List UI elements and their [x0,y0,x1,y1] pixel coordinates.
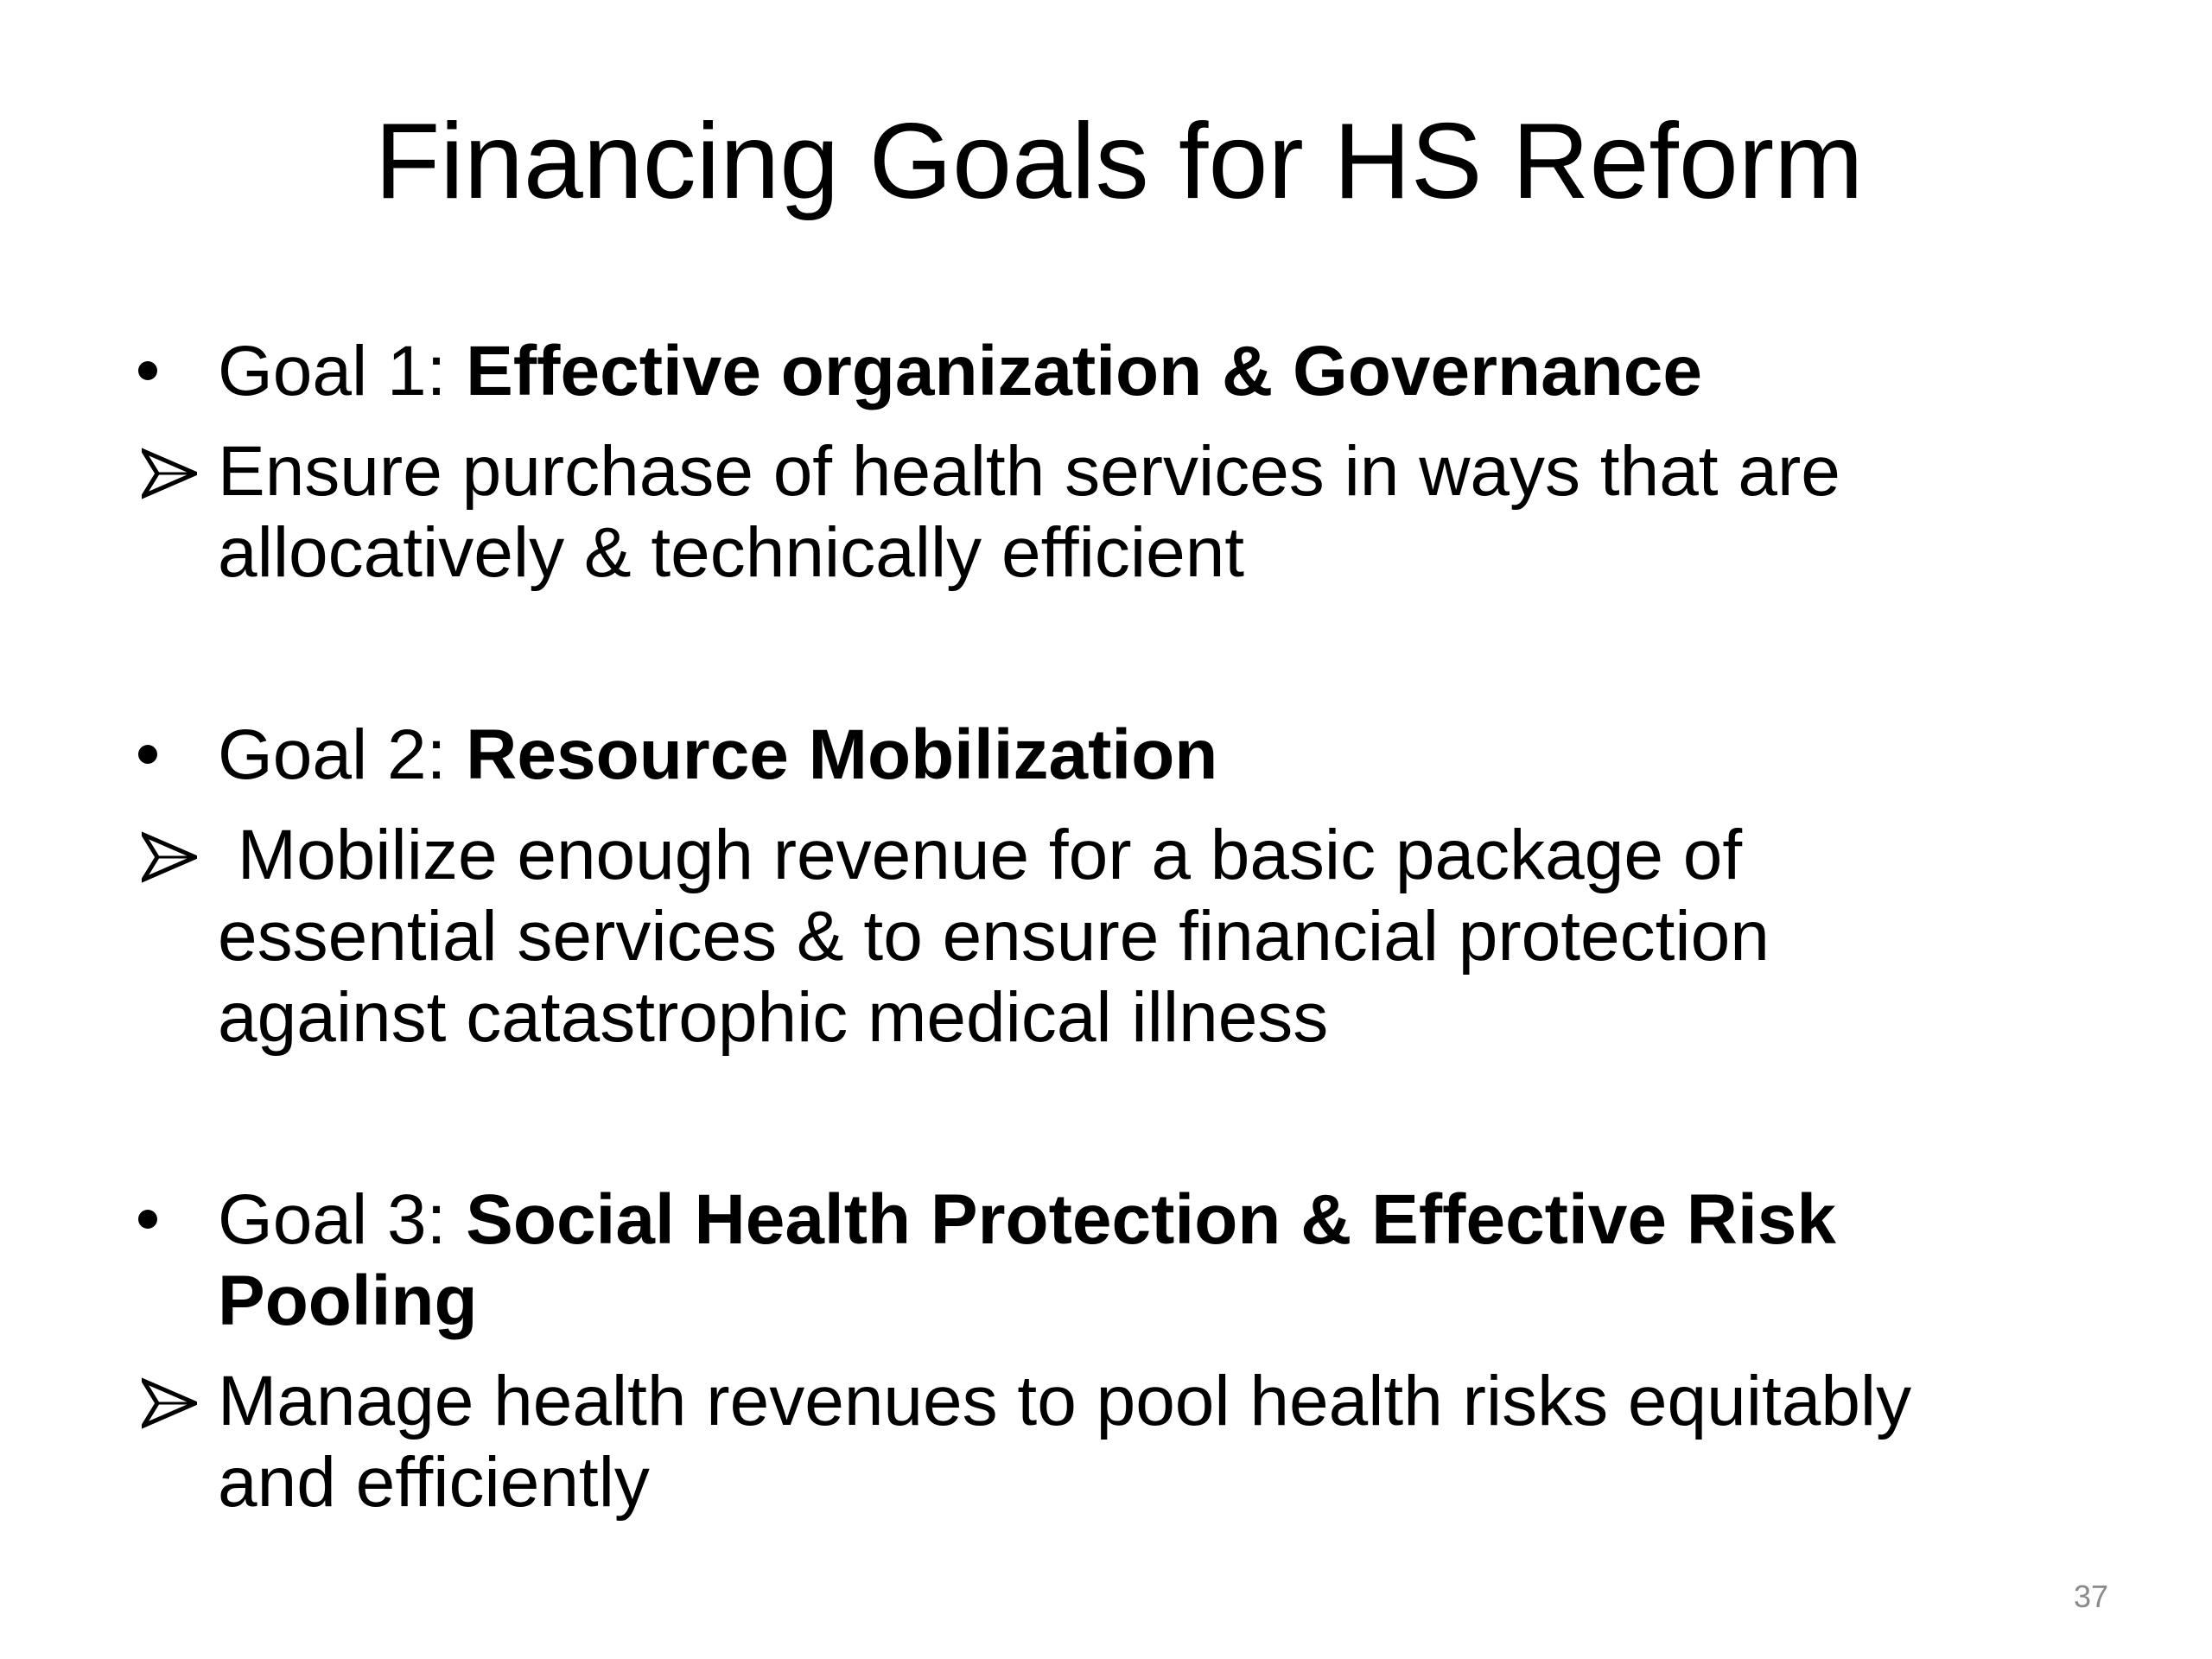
goal-3-detail-line-1: Manage health revenues to pool health risks equitably [218,1362,1912,1440]
goal-2-heading [218,714,1217,797]
goal-1-detail-line-2: allocatively & technically efficient [218,513,1245,592]
bullet-dot-icon [138,745,157,764]
goal-2-detail-line-3: against catastrophic medical illness [218,978,1329,1057]
goal-2-detail-line-2: essential services & to ensure financial protection [218,897,1770,976]
goal-3-name-line-2: Pooling [218,1262,478,1340]
page-number: 37 [2073,1579,2108,1614]
goal-1-name: Effective organization & Governance [466,332,1702,410]
goal-3-prefix: Goal 3: [218,1180,467,1259]
bullet-dot-icon [138,361,157,380]
slide-title: Financing Goals for HS Reform [374,102,1864,221]
goal-1-detail-line-1: Ensure purchase of health services in ways that are [218,432,1840,511]
goal-2-detail-line-1: Mobilize enough revenue for a basic package of [218,816,1743,894]
arrow-bullet-icon [142,448,197,499]
arrow-bullet-icon [142,1377,197,1429]
goal-3-heading [218,1179,1836,1262]
bullet-dot-icon [138,1210,157,1229]
goal-1-prefix: Goal 1: [218,332,467,410]
goal-2-prefix: Goal 2: [218,715,467,794]
goal-3-name-line-1: Social Health Protection & Effective Risk [466,1180,1836,1259]
goal-1-heading [218,330,1702,413]
arrow-bullet-icon [142,831,197,883]
goal-2-name: Resource Mobilization [466,715,1218,794]
goal-3-detail-line-2: and efficiently [218,1443,650,1522]
